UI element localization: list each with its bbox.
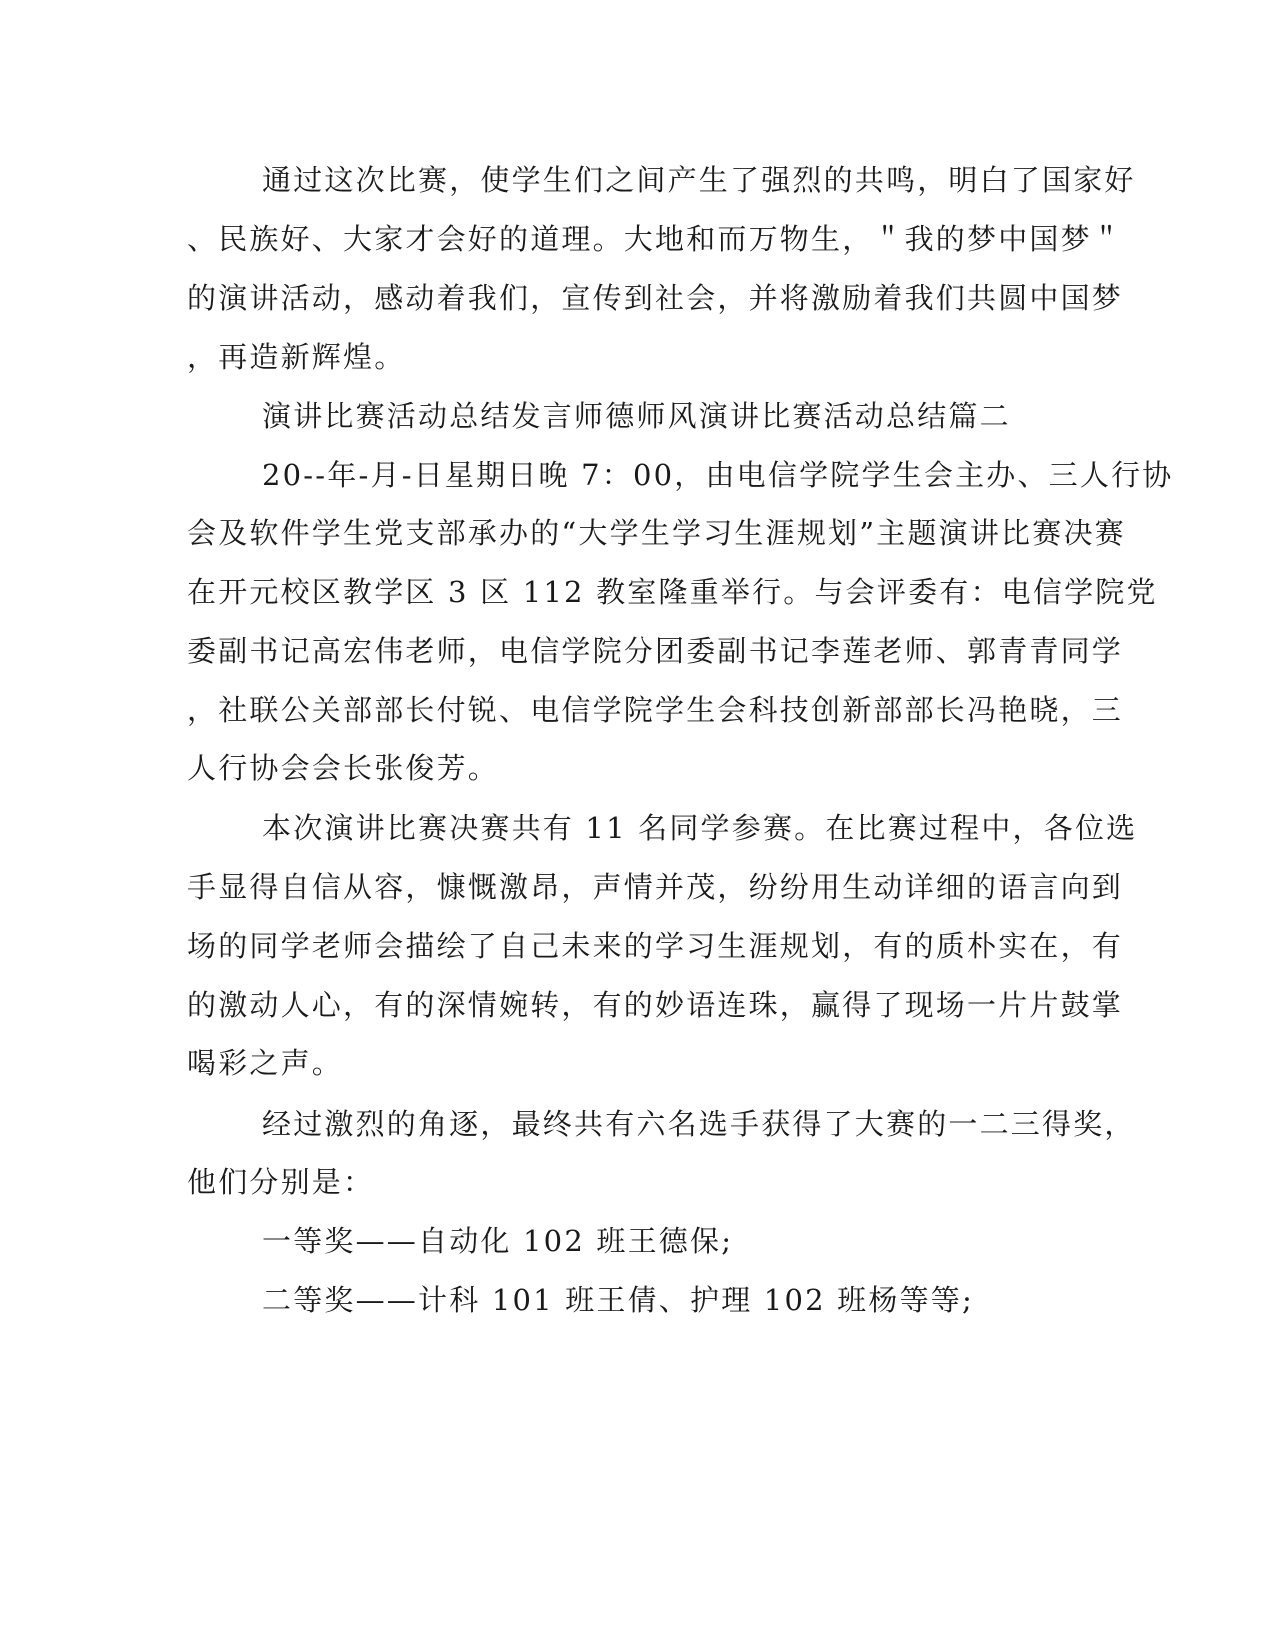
paragraph-3-line-5: 喝彩之声。 [187,1046,344,1080]
paragraph-2-line-5: ，社联公关部部长付锐、电信学院学生会科技创新部部长冯艳晓，三 [187,693,1124,727]
paragraph-2-line-3: 在开元校区教学区 3 区 112 教室隆重举行。与会评委有：电信学院党 [187,575,1158,609]
paragraph-2-line-4: 委副书记高宏伟老师，电信学院分团委副书记李莲老师、郭青青同学 [187,634,1124,668]
paragraph-4-line-1: 经过激烈的角逐，最终共有六名选手获得了大赛的一二三得奖， [262,1107,1136,1141]
first-prize-line: 一等奖——自动化 102 班王德保; [262,1224,734,1258]
paragraph-2-line-1: 20--年-月-日星期日晚 7：00，由电信学院学生会主办、三人行协 [262,458,1174,492]
paragraph-1-line-2: 、民族好、大家才会好的道理。大地和而万物生，＂我的梦中国梦＂ [187,222,1124,256]
paragraph-2-line-2: 会及软件学生党支部承办的“大学生学习生涯规划”主题演讲比赛决赛 [187,516,1126,550]
paragraph-1-line-3: 的演讲活动，感动着我们，宣传到社会，并将激励着我们共圆中国梦 [187,281,1124,315]
paragraph-2-line-6: 人行协会会长张俊芳。 [187,751,500,785]
paragraph-3-line-4: 的激动人心，有的深情婉转，有的妙语连珠，赢得了现场一片片鼓掌 [187,988,1124,1022]
paragraph-3-line-2: 手显得自信从容，慷慨激昂，声情并茂，纷纷用生动详细的语言向到 [187,870,1124,904]
paragraph-3-line-3: 场的同学老师会描绘了自己未来的学习生涯规划，有的质朴实在，有 [187,929,1124,963]
section-heading: 演讲比赛活动总结发言师德师风演讲比赛活动总结篇二 [262,399,1011,433]
paragraph-3-line-1: 本次演讲比赛决赛共有 11 名同学参赛。在比赛过程中，各位选 [262,811,1138,845]
paragraph-4-line-2: 他们分别是： [187,1165,375,1199]
paragraph-1-line-4: ，再造新辉煌。 [187,340,406,374]
paragraph-1-line-1: 通过这次比赛，使学生们之间产生了强烈的共鸣，明白了国家好 [262,163,1136,197]
second-prize-line: 二等奖——计科 101 班王倩、护理 102 班杨等等; [262,1283,974,1317]
